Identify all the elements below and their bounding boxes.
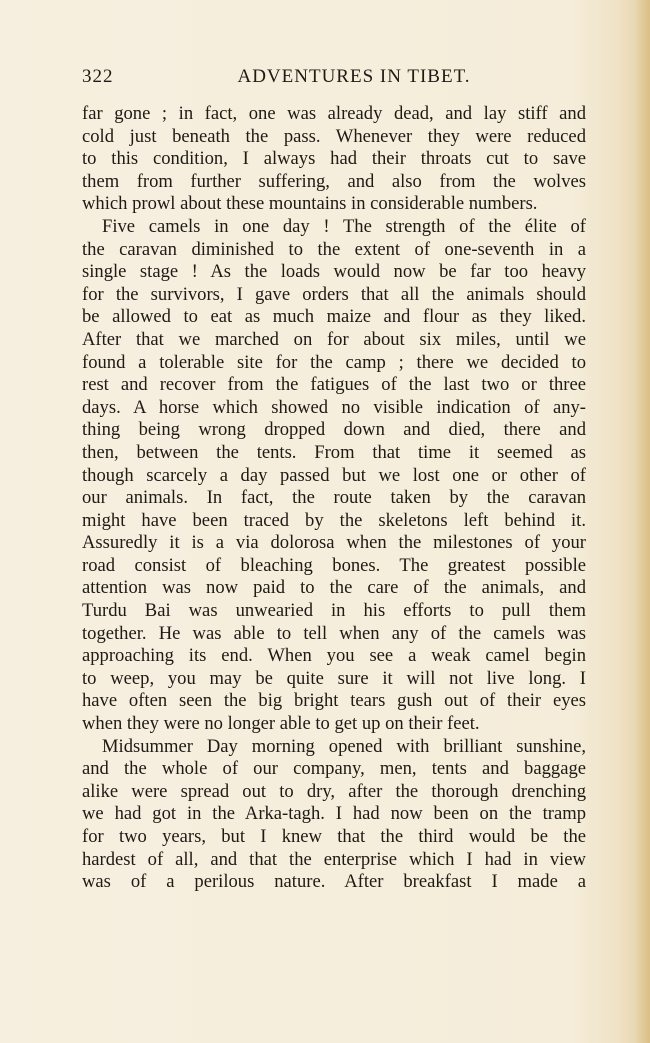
text-line: After that we marched on for about six miles, until we bbox=[82, 328, 586, 350]
body-text bbox=[82, 103, 586, 894]
text-line: to this condition, I always had their throats cut to save bbox=[82, 148, 586, 170]
text-line: together. He was able to tell when any of the camels was bbox=[82, 622, 586, 644]
page-gutter-edge bbox=[636, 0, 650, 1043]
text-line: thing being wrong dropped down and died, there and bbox=[82, 419, 586, 441]
text-line: hardest of all, and that the enterprise which I had in view bbox=[82, 848, 586, 870]
text-line: Midsummer Day morning opened with brilliant sunshine, bbox=[102, 735, 586, 757]
page-number: 322 bbox=[82, 66, 114, 87]
text-line: when they were no longer able to get up on their feet. bbox=[82, 713, 480, 735]
text-line: road consist of bleaching bones. The greatest possible bbox=[82, 554, 586, 576]
text-line: which prowl about these mountains in considerable numbers. bbox=[82, 193, 538, 215]
text-line: be allowed to eat as much maize and flour as they liked. bbox=[82, 306, 586, 328]
text-line: approaching its end. When you see a weak camel begin bbox=[82, 645, 586, 667]
text-line: might have been traced by the skeletons left behind it. bbox=[82, 509, 586, 531]
text-line: to weep, you may be quite sure it will not live long. I bbox=[82, 667, 586, 689]
text-line: far gone ; in fact, one was already dead, and lay stiff and bbox=[82, 103, 586, 124]
text-line: attention was now paid to the care of the animals, and bbox=[82, 577, 586, 599]
text-line: though scarcely a day passed but we lost one or other of bbox=[82, 464, 586, 486]
text-line: we had got in the Arka-tagh. I had now been on the tramp bbox=[82, 803, 586, 825]
text-line: Five camels in one day ! The strength of the élite of bbox=[102, 215, 586, 237]
text-line: them from further suffering, and also from the wolves bbox=[82, 170, 586, 192]
text-line: Assuredly it is a via dolorosa when the milestones of your bbox=[82, 532, 586, 554]
text-line: have often seen the big bright tears gush out of their eyes bbox=[82, 690, 586, 712]
text-line: our animals. In fact, the route taken by the caravan bbox=[82, 487, 586, 509]
text-line: the caravan diminished to the extent of one-seventh in a bbox=[82, 238, 586, 260]
text-line: for the survivors, I gave orders that all the animals should bbox=[82, 283, 586, 305]
text-line: single stage ! As the loads would now be far too heavy bbox=[82, 261, 586, 283]
text-line: days. A horse which showed no visible indication of any- bbox=[82, 396, 586, 418]
text-line: Turdu Bai was unwearied in his efforts to pull them bbox=[82, 600, 586, 622]
running-head: ADVENTURES IN TIBET. bbox=[237, 66, 471, 87]
text-line: alike were spread out to dry, after the thorough drenching bbox=[82, 780, 586, 802]
text-line: for two years, but I knew that the third would be the bbox=[82, 826, 586, 847]
text-line: and the whole of our company, men, tents and baggage bbox=[82, 758, 586, 780]
text-line: cold just beneath the pass. Whenever they were reduced bbox=[82, 125, 586, 147]
text-line: was of a perilous nature. After breakfast I made a bbox=[82, 871, 586, 893]
text-line: found a tolerable site for the camp ; there we decided to bbox=[82, 351, 586, 373]
text-line: rest and recover from the fatigues of the last two or three bbox=[82, 374, 586, 396]
text-line: then, between the tents. From that time it seemed as bbox=[82, 441, 586, 463]
